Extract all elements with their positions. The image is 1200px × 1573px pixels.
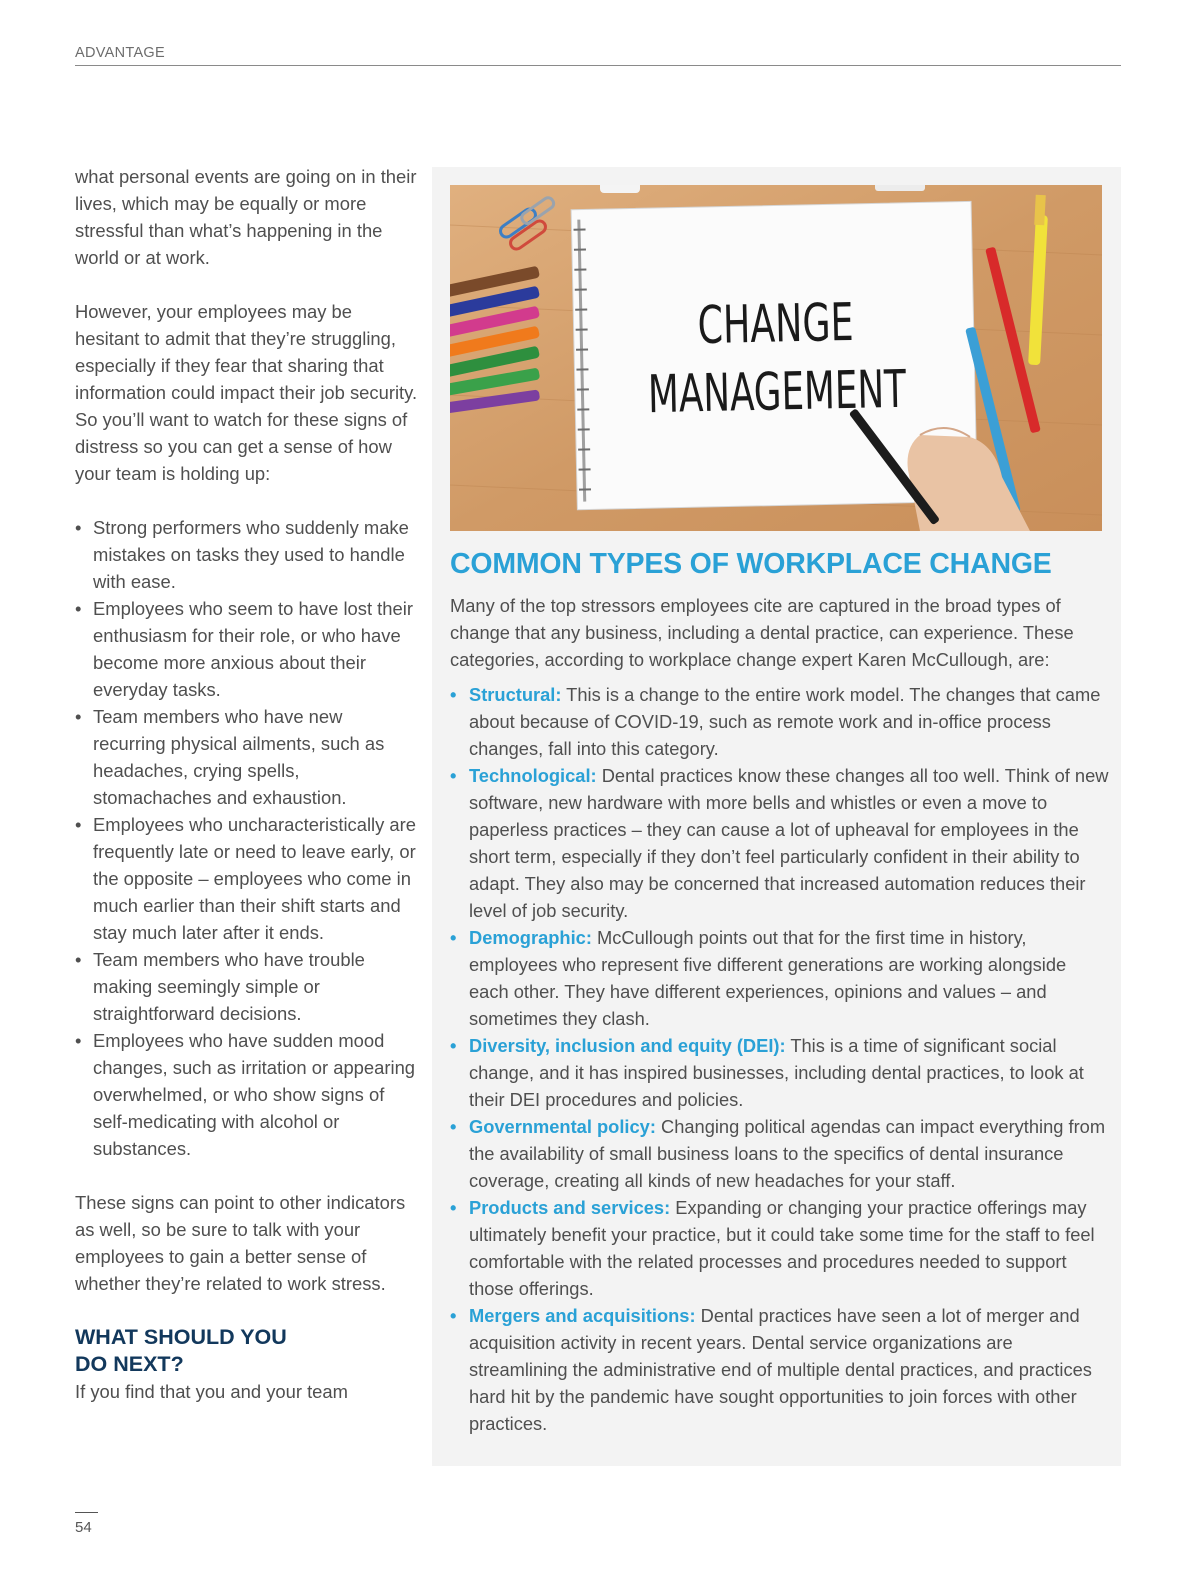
change-type-text: Dental practices have seen a lot of merger and acquisition activity in recent years. Dental service organizations are streamlining the administrative end of multiple dental practices, and practices hard hit by the pandemic have sought opportunities to join forces with other practices. — [469, 1305, 1092, 1434]
list-item: • Employees who seem to have lost their enthusiasm for their role, or who have become more anxious about their everyday tasks. — [75, 595, 420, 703]
change-types-list — [450, 681, 1110, 1437]
list-item — [450, 1302, 1110, 1437]
list-item: • Employees who have sudden mood changes, such as irritation or appearing overwhelmed, or who show signs of self-medicating with alcohol or substances. — [75, 1027, 420, 1162]
photo-illustration — [450, 185, 1102, 531]
change-type-term: Demographic: — [469, 927, 592, 948]
closing-paragraph: These signs can point to other indicators as well, so be sure to talk with your employees to gain a better sense of whether they’re related to work stress. — [75, 1192, 406, 1294]
list-item — [450, 1194, 1110, 1302]
body-paragraph: However, your employees may be hesitant to admit that they’re struggling, especially if they fear that sharing that information could impact their job security. So you’ll want to watch for these signs of distress so you can get a sense of how your team is holding up: — [75, 301, 418, 484]
change-type-term: Products and services: — [469, 1197, 671, 1218]
photo-caption-line: MANAGEMENT — [647, 357, 1025, 426]
change-type-term: Diversity, inclusion and equity (DEI): — [469, 1035, 786, 1056]
section-heading-line: WHAT SHOULD YOU — [75, 1325, 287, 1349]
sidebar-intro: Many of the top stressors employees cite are captured in the broad types of change that any business, including a dental practice, can experience. These categories, according to workplace change expert Karen McCullough, are: — [450, 595, 1074, 670]
change-type-term: Technological: — [469, 765, 597, 786]
distress-signs-list — [75, 514, 420, 1162]
list-item: • Team members who have trouble making seemingly simple or straightforward decisions. — [75, 946, 420, 1027]
change-type-term: Structural: — [469, 684, 562, 705]
section-heading-line: DO NEXT? — [75, 1352, 184, 1376]
list-item — [450, 1113, 1110, 1194]
list-item: • Employees who uncharacteristically are frequently late or need to leave early, or the opposite – employees who come in much earlier than their shift starts and stay much later after it ends. — [75, 811, 420, 946]
change-type-text: This is a change to the entire work model. The changes that came about because of COVID-19, such as remote work and in-office process changes, fall into this category. — [469, 684, 1101, 759]
list-item — [450, 1032, 1110, 1113]
section-heading — [75, 1324, 420, 1378]
list-item: • Strong performers who suddenly make mistakes on tasks they used to handle with ease. — [75, 514, 420, 595]
change-management-photo — [450, 185, 1102, 531]
page-number: 54 — [75, 1512, 98, 1536]
running-head: ADVANTAGE — [75, 45, 1121, 66]
list-item — [450, 924, 1110, 1032]
sidebar-heading: COMMON TYPES OF WORKPLACE CHANGE — [450, 548, 1052, 580]
change-type-text: Expanding or changing your practice offerings may ultimately benefit your practice, but it could take some time for the staff to feel comfortable with the related processes and procedures needed to support those offerings. — [469, 1197, 1095, 1299]
body-paragraph: what personal events are going on in their lives, which may be equally or more stressful than what’s happening in the world or at work. — [75, 166, 417, 268]
sidebar-box — [432, 167, 1121, 1466]
list-item — [450, 681, 1110, 762]
change-type-text: McCullough points out that for the first time in history, employees who represent five different generations are working alongside each other. They have different experiences, opinions and values – and sometimes they clash. — [469, 927, 1067, 1029]
photo-caption-line: CHANGE — [696, 291, 922, 357]
list-item — [450, 762, 1110, 924]
list-item: • Team members who have new recurring physical ailments, such as headaches, crying spells, stomachaches and exhaustion. — [75, 703, 420, 811]
change-type-text: This is a time of significant social change, and it has inspired businesses, including dental practices, to look at their DEI procedures and policies. — [469, 1035, 1084, 1110]
change-type-term: Governmental policy: — [469, 1116, 656, 1137]
change-type-text: Dental practices know these changes all too well. Think of new software, new hardware with more bells and whistles or even a move to paperless practices – they can cause a lot of upheaval for employees in the short term, especially if they don’t feel particularly confident in their ability to adapt. They also may be concerned that increased automation reduces their level of job security. — [469, 765, 1109, 921]
left-column — [75, 163, 420, 1405]
body-paragraph: If you find that you and your team — [75, 1381, 348, 1402]
change-type-term: Mergers and acquisitions: — [469, 1305, 696, 1326]
change-type-text: Changing political agendas can impact everything from the availability of small business loans to the specifics of dental insurance coverage, creating all kinds of new headaches for your staff. — [469, 1116, 1106, 1191]
